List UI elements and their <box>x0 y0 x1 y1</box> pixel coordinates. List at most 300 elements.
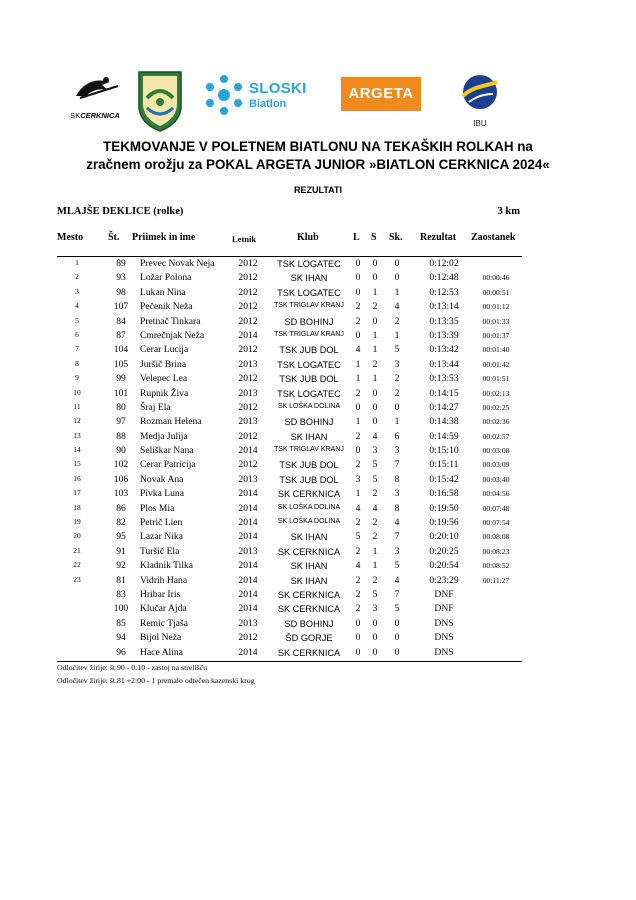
gap-cell: 00:01:33 <box>482 316 510 326</box>
total-misses-cell: 1 <box>394 416 400 428</box>
lying-misses-cell: 2 <box>355 315 361 327</box>
total-misses-cell: 8 <box>394 502 400 514</box>
year-cell: 2014 <box>238 574 258 586</box>
gap-cell: 00:01:51 <box>482 374 510 384</box>
lying-misses-cell: 0 <box>355 646 361 658</box>
name-cell: Pretnač Tinkara <box>140 315 201 327</box>
bib-cell: 99 <box>116 373 126 385</box>
logo-cerknica-text: CERKNICA <box>80 111 120 120</box>
name-cell: Vidrih Hana <box>140 574 188 586</box>
lying-misses-cell: 1 <box>355 358 361 370</box>
bib-cell: 89 <box>116 258 126 269</box>
place-cell: 18 <box>73 502 81 512</box>
total-misses-cell: 5 <box>394 344 400 356</box>
total-misses-cell: 0 <box>394 617 400 629</box>
year-cell: 2014 <box>238 560 258 572</box>
standing-misses-cell: 0 <box>372 617 378 629</box>
result-cell: 0:13:53 <box>429 373 459 385</box>
lying-misses-cell: 2 <box>355 517 361 529</box>
bib-cell: 95 <box>116 531 126 543</box>
result-cell: 0:14:27 <box>429 401 459 413</box>
total-misses-cell: 3 <box>394 545 400 557</box>
name-cell: Plos Mia <box>140 502 175 514</box>
name-cell: Kladnik Tilka <box>140 560 194 572</box>
bib-cell: 98 <box>116 286 126 298</box>
skier-icon <box>62 72 128 104</box>
gap-cell: 00:01:12 <box>482 302 510 312</box>
table-row <box>0 559 636 573</box>
table-row <box>0 574 636 588</box>
bib-cell: 94 <box>116 632 126 644</box>
lying-misses-cell: 2 <box>355 574 361 586</box>
place-cell: 14 <box>73 445 81 455</box>
year-cell: 2012 <box>238 459 258 471</box>
result-cell: 0:13:35 <box>429 315 459 327</box>
lying-misses-cell: 1 <box>355 416 361 428</box>
club-cell: SK IHAN <box>290 532 328 543</box>
result-cell: 0:15:11 <box>429 459 459 471</box>
table-row <box>0 415 636 429</box>
name-cell: Lazar Nika <box>140 531 183 543</box>
gap-cell: 00:01:42 <box>482 359 510 369</box>
club-cell: TSK TRIGLAV KRANJ <box>274 446 344 454</box>
place-cell: 5 <box>75 315 79 325</box>
lying-misses-cell: 3 <box>355 473 361 485</box>
total-misses-cell: 4 <box>394 301 400 313</box>
result-cell: DNF <box>434 588 454 600</box>
table-row <box>0 444 636 458</box>
table-row <box>0 487 636 501</box>
table-row <box>0 646 636 660</box>
result-cell: 0:15:10 <box>429 445 459 457</box>
total-misses-cell: 7 <box>394 459 400 471</box>
table-row <box>0 602 636 616</box>
title-line-1: TEKMOVANJE V POLETNEM BIATLONU NA TEKAŠKIH ROLKAH na <box>103 139 533 154</box>
result-cell: 0:12:53 <box>429 286 459 298</box>
table-row <box>0 545 636 559</box>
place-cell: 10 <box>73 387 81 397</box>
club-cell: SK CERKNICA <box>277 546 341 557</box>
bib-cell: 96 <box>116 646 126 658</box>
name-cell: Ložar Polona <box>140 272 192 284</box>
club-cell: TSK LOGATEC <box>277 259 341 269</box>
lying-misses-cell: 0 <box>355 401 361 413</box>
jury-note: Odločitev žirije: št.90 - 0:10 - zastoj na strelišču <box>57 663 208 672</box>
standing-misses-cell: 3 <box>372 603 378 615</box>
total-misses-cell: 0 <box>394 632 400 644</box>
result-cell: 0:13:42 <box>429 344 459 356</box>
standing-misses-cell: 2 <box>372 488 378 500</box>
header-gap: Zaostanek <box>471 232 516 243</box>
gap-cell: 00:00:51 <box>482 287 510 297</box>
standing-misses-cell: 0 <box>372 315 378 327</box>
total-misses-cell: 0 <box>394 272 400 284</box>
result-cell: 0:12:48 <box>429 272 459 284</box>
result-cell: 0:16:58 <box>429 488 459 500</box>
lying-misses-cell: 2 <box>355 545 361 557</box>
year-cell: 2012 <box>238 344 258 356</box>
club-cell: SK LOŠKA DOLINA <box>277 503 341 511</box>
club-cell: SK CERKNICA <box>277 647 341 658</box>
year-cell: 2014 <box>238 603 258 615</box>
standing-misses-cell: 2 <box>372 301 378 313</box>
gap-cell: 00:03:09 <box>482 460 510 470</box>
club-cell: SD BOHINJ <box>284 417 334 428</box>
result-cell: DNS <box>434 617 454 629</box>
results-table-body <box>0 257 636 660</box>
place-cell: 11 <box>73 401 81 411</box>
name-cell: Seliškar Nana <box>140 445 194 457</box>
club-cell: SK LOŠKA DOLINA <box>277 402 341 410</box>
lying-misses-cell: 0 <box>355 329 361 341</box>
table-row <box>0 257 636 271</box>
category-label: MLAJŠE DEKLICE (rolke) <box>57 206 184 217</box>
standing-misses-cell: 0 <box>372 416 378 428</box>
gap-cell: 00:07:54 <box>482 518 510 528</box>
bib-cell: 101 <box>113 387 129 399</box>
lying-misses-cell: 5 <box>355 531 361 543</box>
bib-cell: 93 <box>116 272 126 284</box>
total-misses-cell: 7 <box>394 588 400 600</box>
standing-misses-cell: 2 <box>372 517 378 529</box>
gap-cell: 00:03:08 <box>482 446 510 456</box>
header-club: Klub <box>297 232 319 243</box>
year-cell: 2012 <box>238 430 258 442</box>
sk-cerknica-logo <box>62 72 128 120</box>
name-cell: Prevec Novak Neja <box>140 258 215 269</box>
year-cell: 2013 <box>238 416 258 428</box>
gap-cell: 00:02:25 <box>482 402 510 412</box>
year-cell: 2014 <box>238 646 258 658</box>
standing-misses-cell: 2 <box>372 574 378 586</box>
bib-cell: 90 <box>116 445 126 457</box>
bib-cell: 88 <box>116 430 126 442</box>
municipality-crest <box>135 68 185 132</box>
name-cell: Turšič Ela <box>140 545 180 557</box>
year-cell: 2012 <box>238 373 258 385</box>
bib-cell: 97 <box>116 416 126 428</box>
club-cell: TSK TRIGLAV KRANJ <box>274 302 344 310</box>
gap-cell: 00:02:36 <box>482 417 510 427</box>
standing-misses-cell: 5 <box>372 459 378 471</box>
lying-misses-cell: 2 <box>355 603 361 615</box>
argeta-logo <box>341 77 421 111</box>
year-cell: 2013 <box>238 387 258 399</box>
total-misses-cell: 0 <box>394 646 400 658</box>
lying-misses-cell: 2 <box>355 459 361 471</box>
total-misses-cell: 7 <box>394 531 400 543</box>
total-misses-cell: 3 <box>394 445 400 457</box>
bib-cell: 91 <box>116 545 126 557</box>
year-cell: 2014 <box>238 517 258 529</box>
standing-misses-cell: 0 <box>372 387 378 399</box>
lying-misses-cell: 4 <box>355 560 361 572</box>
standing-misses-cell: 5 <box>372 588 378 600</box>
lying-misses-cell: 0 <box>355 272 361 284</box>
standing-misses-cell: 1 <box>372 560 378 572</box>
gap-cell: 00:08:52 <box>482 561 510 571</box>
year-cell: 2014 <box>238 531 258 543</box>
gap-cell: 00:01:37 <box>482 330 510 340</box>
argeta-text: ARGETA <box>348 85 414 102</box>
standing-misses-cell: 4 <box>372 430 378 442</box>
year-cell: 2013 <box>238 617 258 629</box>
lying-misses-cell: 1 <box>355 488 361 500</box>
year-cell: 2014 <box>238 502 258 514</box>
header-place: Mesto <box>57 232 84 243</box>
lying-misses-cell: 2 <box>355 588 361 600</box>
lying-misses-cell: 2 <box>355 301 361 313</box>
table-row <box>0 473 636 487</box>
table-row <box>0 588 636 602</box>
total-misses-cell: 3 <box>394 488 400 500</box>
name-cell: Hace Alina <box>140 646 183 658</box>
result-cell: 0:20:25 <box>429 545 459 557</box>
result-cell: DNF <box>434 603 454 615</box>
place-cell: 22 <box>73 560 81 570</box>
bib-cell: 103 <box>113 488 129 500</box>
standing-misses-cell: 2 <box>372 358 378 370</box>
gap-cell: 00:11:27 <box>482 575 510 585</box>
name-cell: Hribar Iris <box>140 588 181 600</box>
standing-misses-cell: 4 <box>372 502 378 514</box>
year-cell: 2014 <box>238 445 258 457</box>
gap-cell: 00:02:13 <box>482 388 510 398</box>
standing-misses-cell: 1 <box>372 286 378 298</box>
result-cell: DNS <box>434 632 454 644</box>
name-cell: Cerar Patricija <box>140 459 196 471</box>
header-sk: Sk. <box>389 232 403 243</box>
name-cell: Remic Tjaša <box>140 617 189 629</box>
ibu-text: IBU <box>473 119 487 128</box>
table-row <box>0 358 636 372</box>
club-cell: SK CERKNICA <box>277 489 341 500</box>
result-cell: 0:15:42 <box>429 473 459 485</box>
lying-misses-cell: 0 <box>355 632 361 644</box>
club-cell: SK CERKNICA <box>277 589 341 600</box>
year-cell: 2012 <box>238 301 258 313</box>
name-cell: Lukan Nina <box>140 286 186 298</box>
results-subtitle: REZULTATI <box>294 185 342 195</box>
result-cell: 0:14:59 <box>429 430 459 442</box>
place-cell: 9 <box>75 373 79 383</box>
gap-cell: 00:08:23 <box>482 546 510 556</box>
title-line-2: zračnem orožju za POKAL ARGETA JUNIOR »BIATLON CERKNICA 2024« <box>86 157 550 172</box>
result-cell: 0:20:54 <box>429 560 459 572</box>
total-misses-cell: 4 <box>394 574 400 586</box>
result-cell: 0:13:39 <box>429 329 459 341</box>
total-misses-cell: 1 <box>394 329 400 341</box>
table-row <box>0 631 636 645</box>
club-cell: TSK JUB DOL <box>279 345 339 356</box>
bib-cell: 87 <box>116 329 126 341</box>
result-cell: 0:14:15 <box>429 387 459 399</box>
total-misses-cell: 5 <box>394 560 400 572</box>
gap-cell: 00:03:40 <box>482 474 510 484</box>
total-misses-cell: 8 <box>394 473 400 485</box>
result-cell: 0:13:14 <box>429 301 459 313</box>
place-cell: 23 <box>73 574 81 584</box>
header-year: Letnik <box>232 234 257 244</box>
year-cell: 2012 <box>238 258 258 269</box>
result-cell: 0:12:02 <box>429 258 459 269</box>
place-cell: 12 <box>73 416 81 426</box>
club-cell: SK IHAN <box>290 431 328 442</box>
standing-misses-cell: 0 <box>372 646 378 658</box>
place-cell: 13 <box>73 430 81 440</box>
year-cell: 2013 <box>238 473 258 485</box>
gap-cell: 00:01:40 <box>482 345 510 355</box>
header-result: Rezultat <box>420 232 457 243</box>
bib-cell: 86 <box>116 502 126 514</box>
place-cell: 2 <box>75 272 79 282</box>
sponsor-logos <box>0 68 636 140</box>
year-cell: 2012 <box>238 632 258 644</box>
year-cell: 2014 <box>238 488 258 500</box>
sloski-biatlon-logo <box>203 74 321 118</box>
bib-cell: 107 <box>113 301 129 313</box>
standing-misses-cell: 3 <box>372 445 378 457</box>
standing-misses-cell: 5 <box>372 473 378 485</box>
year-cell: 2012 <box>238 315 258 327</box>
ibu-logo <box>455 72 505 128</box>
name-cell: Rupnik Živa <box>140 387 189 399</box>
year-cell: 2013 <box>238 358 258 370</box>
total-misses-cell: 0 <box>394 401 400 413</box>
place-cell: 16 <box>73 473 81 483</box>
result-cell: 0:19:50 <box>429 502 459 514</box>
club-cell: SK LOŠKA DOLINA <box>277 518 341 526</box>
club-cell: SK CERKNICA <box>277 604 341 615</box>
gap-cell: 00:02:57 <box>482 431 510 441</box>
bib-cell: 80 <box>116 401 126 413</box>
total-misses-cell: 0 <box>394 258 400 269</box>
lying-misses-cell: 0 <box>355 286 361 298</box>
standing-misses-cell: 1 <box>372 344 378 356</box>
total-misses-cell: 5 <box>394 603 400 615</box>
name-cell: Rozman Helena <box>140 416 202 428</box>
bib-cell: 82 <box>116 517 126 529</box>
total-misses-cell: 2 <box>394 315 400 327</box>
bib-cell: 83 <box>116 588 126 600</box>
place-cell: 4 <box>75 301 79 311</box>
name-cell: Šraj Ela <box>140 401 171 413</box>
jury-note: Odločitev žirije: št.81 +2:00 - 1 premalo odtečen kazenski krog <box>57 675 255 685</box>
club-cell: SD BOHINJ <box>284 618 334 629</box>
header-l: L <box>353 232 360 243</box>
standing-misses-cell: 1 <box>372 545 378 557</box>
result-cell: 0:14:38 <box>429 416 459 428</box>
gap-cell: 00:00:46 <box>482 273 510 283</box>
total-misses-cell: 6 <box>394 430 400 442</box>
name-cell: Velepec Lea <box>140 373 188 385</box>
gap-cell: 00:08:08 <box>482 532 510 542</box>
gap-cell: 00:07:48 <box>482 503 510 513</box>
total-misses-cell: 2 <box>394 387 400 399</box>
table-row <box>0 387 636 401</box>
lying-misses-cell: 2 <box>355 430 361 442</box>
table-row <box>0 286 636 300</box>
standing-misses-cell: 0 <box>372 272 378 284</box>
distance-label: 3 km <box>497 206 520 217</box>
place-cell: 15 <box>73 459 81 469</box>
jury-notes <box>57 662 255 687</box>
bib-cell: 104 <box>113 344 129 356</box>
name-cell: Novak Ana <box>140 473 184 485</box>
ibu-globe-icon <box>455 72 505 112</box>
name-cell: Cmrečnjak Neža <box>140 329 205 341</box>
total-misses-cell: 3 <box>394 358 400 370</box>
name-cell: Klučar Ajda <box>140 603 187 615</box>
bib-cell: 106 <box>113 473 129 485</box>
header-name: Priimek in ime <box>132 232 196 243</box>
snowflake-icon <box>203 74 245 116</box>
standing-misses-cell: 2 <box>372 531 378 543</box>
standing-misses-cell: 0 <box>372 401 378 413</box>
name-cell: Petrič Lien <box>140 517 183 529</box>
year-cell: 2014 <box>238 588 258 600</box>
standing-misses-cell: 1 <box>372 373 378 385</box>
club-cell: TSK JUB DOL <box>279 474 339 485</box>
biatlon-text: Biatlon <box>249 98 287 110</box>
year-cell: 2012 <box>238 286 258 298</box>
table-row <box>0 502 636 516</box>
total-misses-cell: 4 <box>394 517 400 529</box>
table-row <box>0 329 636 343</box>
lying-misses-cell: 0 <box>355 445 361 457</box>
year-cell: 2013 <box>238 545 258 557</box>
bib-cell: 84 <box>116 315 126 327</box>
place-cell: 19 <box>73 517 81 527</box>
standing-misses-cell: 0 <box>372 258 378 269</box>
result-cell: 0:19:56 <box>429 517 459 529</box>
table-row <box>0 458 636 472</box>
place-cell: 21 <box>73 545 81 555</box>
table-row <box>0 401 636 415</box>
year-cell: 2012 <box>238 272 258 284</box>
club-cell: TSK JUB DOL <box>279 374 339 385</box>
bib-cell: 85 <box>116 617 126 629</box>
year-cell: 2014 <box>238 329 258 341</box>
table-row <box>0 343 636 357</box>
header-bib: Št. <box>108 232 120 243</box>
name-cell: Pečenik Neža <box>140 301 193 313</box>
name-cell: Pivka Luna <box>140 488 184 500</box>
bib-cell: 92 <box>116 560 126 572</box>
table-row <box>0 530 636 544</box>
club-cell: SK IHAN <box>290 561 328 572</box>
lying-misses-cell: 4 <box>355 344 361 356</box>
lying-misses-cell: 0 <box>355 258 361 269</box>
table-row <box>0 271 636 285</box>
club-cell: SK IHAN <box>290 273 328 284</box>
club-cell: TSK TRIGLAV KRANJ <box>274 330 344 338</box>
result-cell: 0:23:29 <box>429 574 459 586</box>
name-cell: Juršič Brina <box>140 358 187 370</box>
total-misses-cell: 1 <box>394 286 400 298</box>
bib-cell: 100 <box>113 603 129 615</box>
result-cell: 0:20:10 <box>429 531 459 543</box>
header-s: S <box>371 232 377 243</box>
bib-cell: 102 <box>113 459 129 471</box>
table-row <box>0 315 636 329</box>
standing-misses-cell: 1 <box>372 329 378 341</box>
logo-sk-text: SK <box>70 111 81 120</box>
result-cell: DNS <box>434 646 454 658</box>
result-cell: 0:13:44 <box>429 358 459 370</box>
table-row <box>0 516 636 530</box>
place-cell: 6 <box>75 329 79 339</box>
